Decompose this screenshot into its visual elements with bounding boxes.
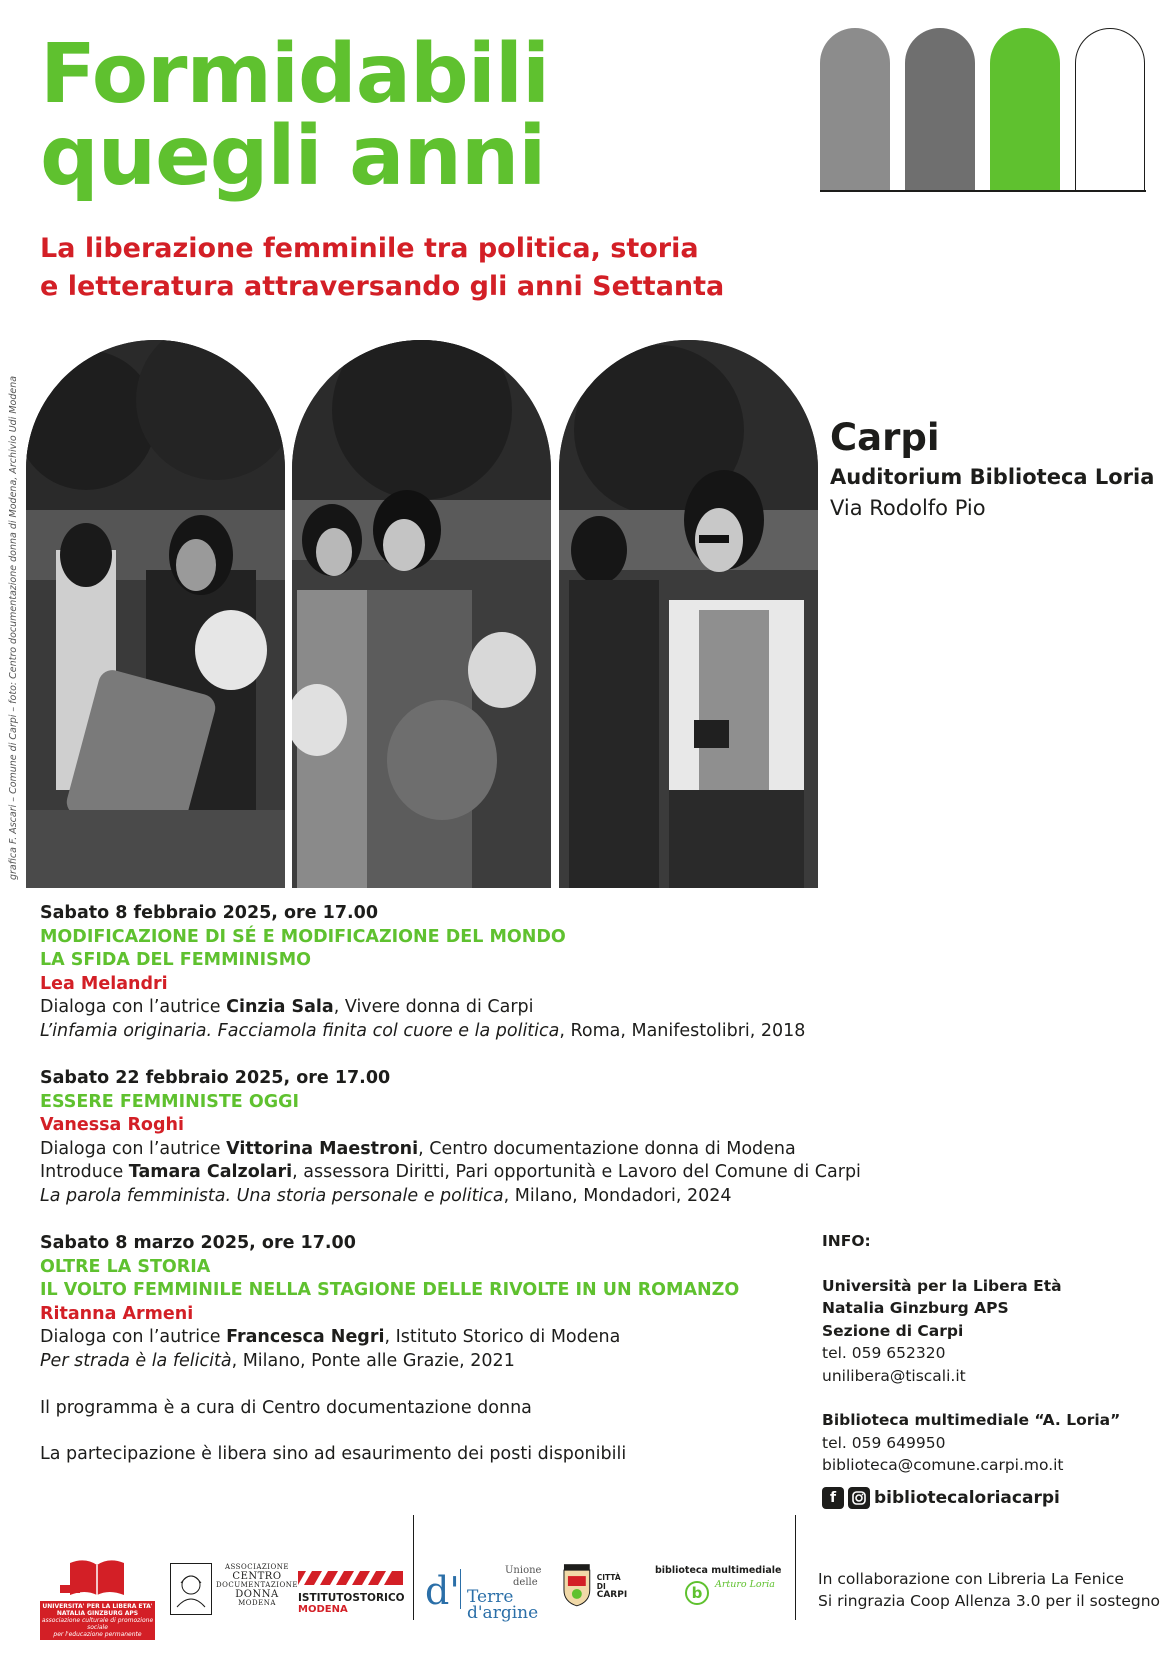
dialog-suffix: , Centro documentazione donna di Modena <box>418 1138 796 1159</box>
book-info: , Milano, Ponte alle Grazie, 2021 <box>231 1350 515 1371</box>
subtitle-line-1: La liberazione femminile tra politica, storia <box>40 233 699 264</box>
event-topic: IL VOLTO FEMMINILE NELLA STAGIONE DELLE RIVOLTE IN UN ROMANZO <box>40 1280 740 1300</box>
arch-outline <box>1075 28 1145 190</box>
collab-line1: In collaborazione con Libreria La Fenice <box>818 1570 1124 1588</box>
logo-terre-dargine <box>425 1565 545 1623</box>
dialog-prefix: Dialoga con l’autrice <box>40 1138 227 1159</box>
org1-line3: Sezione di Carpi <box>822 1321 964 1340</box>
venue-city: Carpi <box>830 416 940 459</box>
dialog-suffix: , Istituto Storico di Modena <box>384 1327 621 1347</box>
logo-citta-di-carpi <box>560 1560 632 1612</box>
biblio-b-icon: b <box>685 1581 709 1605</box>
org2-phone: tel. 059 649950 <box>822 1433 946 1452</box>
facebook-icon[interactable]: f <box>822 1487 844 1509</box>
book-title: La parola femminista. Una storia personale e politica <box>40 1185 504 1206</box>
footer-divider <box>413 1515 414 1620</box>
event-item <box>40 1067 861 1208</box>
woman-portrait-icon <box>170 1563 212 1615</box>
photo-panel-left <box>26 340 285 888</box>
biblio-line1: biblioteca multimediale <box>655 1565 782 1576</box>
event-book <box>40 1350 800 1374</box>
event-date: Sabato 8 febbraio 2025, ore 17.00 <box>40 903 379 923</box>
citta-line1: CITTÀ DI <box>596 1572 621 1591</box>
org1-phone: tel. 059 652320 <box>822 1344 946 1362</box>
ule-line4: per l'educazione permanente <box>53 1631 142 1638</box>
dialog-prefix: Dialoga con l’autrice <box>40 997 227 1017</box>
event-dialog <box>40 1138 800 1162</box>
ule-line1: UNIVERSITA' PER LA LIBERA ETA' <box>42 1603 153 1610</box>
dialog-prefix: Dialoga con l’autrice <box>40 1327 227 1347</box>
logo-biblioteca-loria <box>655 1565 785 1615</box>
intro-prefix: Introduce <box>40 1162 129 1182</box>
info-heading: INFO: <box>822 1232 871 1250</box>
cdd-line4: DONNA <box>235 1589 279 1600</box>
cdd-line5: MODENA <box>238 1599 276 1607</box>
istituto-line1: ISTITUTOSTORICO <box>298 1592 405 1604</box>
istituto-line2: MODENA <box>298 1604 348 1615</box>
event-topic: ESSERE FEMMINISTE OGGI <box>40 1091 299 1112</box>
poster-subtitle <box>40 230 724 306</box>
social-handle[interactable]: bibliotecaloriacarpi <box>874 1488 1060 1508</box>
event-book <box>40 1185 800 1209</box>
org1-line2: Natalia Ginzburg APS <box>822 1299 1009 1317</box>
collaboration-block <box>818 1568 1160 1612</box>
footer-divider <box>795 1515 796 1620</box>
cdd-line1: ASSOCIAZIONE <box>224 1563 289 1571</box>
ule-line2: NATALIA GINZBURG APS <box>56 1610 139 1617</box>
event-topic: LA SFIDA DEL FEMMINISMO <box>40 950 312 970</box>
intro-name: Tamara Calzolari <box>128 1162 293 1182</box>
event-item <box>40 1232 800 1373</box>
note-free-entry: La partecipazione è libera sino ad esaurimento dei posti disponibili <box>40 1443 627 1464</box>
social-row <box>822 1487 1060 1509</box>
event-speaker: Vanessa Roghi <box>40 1115 184 1135</box>
collab-line2: Si ringrazia Coop Allenza 3.0 per il sostegno <box>818 1592 1161 1610</box>
dialog-name: Vittorina Maestroni <box>226 1138 419 1159</box>
dialog-name: Cinzia Sala <box>226 997 334 1017</box>
book-title: Per strada è la felicità <box>40 1350 232 1371</box>
biblio-line2: Arturo Loria <box>715 1579 775 1590</box>
citta-line2: CARPI <box>596 1589 628 1600</box>
note-curated: Il programma è a cura di Centro documentazione donna <box>40 1398 532 1418</box>
org2-name: Biblioteca multimediale “A. Loria” <box>822 1411 1121 1429</box>
instagram-icon[interactable] <box>848 1487 870 1509</box>
venue-street: Via Rodolfo Pio <box>830 496 986 520</box>
cdd-line3: DOCUMENTAZIONE <box>216 1581 298 1589</box>
event-date: Sabato 8 marzo 2025, ore 17.00 <box>40 1233 356 1253</box>
dialog-suffix: , Vivere donna di Carpi <box>333 997 534 1017</box>
org2-email[interactable]: biblioteca@comune.carpi.mo.it <box>822 1456 1064 1474</box>
book-info: , Roma, Manifestolibri, 2018 <box>559 1020 806 1041</box>
event-item <box>40 902 806 1043</box>
book-logo-icon <box>40 1555 155 1597</box>
terre-line3: Terre <box>467 1587 514 1607</box>
event-date: Sabato 22 febbraio 2025, ore 17.00 <box>40 1068 391 1088</box>
book-title: L’infamia originaria. Facciamola finita col cuore e la politica <box>40 1020 560 1041</box>
photo-panel-center <box>292 340 551 888</box>
intro-suffix: , assessora Diritti, Pari opportunità e Lavoro del Comune di Carpi <box>292 1162 861 1182</box>
striped-band-icon <box>298 1571 403 1585</box>
arches-baseline <box>820 190 1146 192</box>
terre-d-icon: d' <box>425 1569 460 1613</box>
title-line-1: Formidabili <box>40 27 550 122</box>
event-topic: OLTRE LA STORIA <box>40 1256 211 1277</box>
terre-line1: Unione <box>505 1565 542 1576</box>
arch-green <box>990 28 1060 190</box>
logo-centro-documentazione-donna <box>170 1563 298 1615</box>
event-speaker: Lea Melandri <box>40 973 168 994</box>
arches-logo <box>820 28 1150 192</box>
terre-line2: delle <box>513 1577 538 1588</box>
event-dialog <box>40 1326 800 1350</box>
cdd-line2: CENTRO <box>232 1571 282 1582</box>
photo-panel-right <box>559 340 818 888</box>
logo-universita-libera-eta <box>40 1555 155 1638</box>
title-line-2: quegli anni <box>40 109 546 204</box>
arch-grey-light <box>820 28 890 190</box>
terre-line4: d'argine <box>467 1603 539 1623</box>
org1-email[interactable]: unilibera@tiscali.it <box>822 1366 966 1385</box>
photo-credit: grafica F. Ascari – Comune di Carpi – foto: Centro documentazione donna di Modena, Archivio Udi Modena <box>8 375 19 880</box>
org1-line1: Università per la Libera Età <box>822 1276 1062 1295</box>
venue-block <box>830 415 1154 523</box>
terre-divider <box>460 1569 461 1609</box>
poster-title <box>40 27 550 204</box>
logo-istituto-storico <box>298 1570 403 1615</box>
event-dialog <box>40 996 800 1020</box>
dialog-name: Francesca Negri <box>226 1327 385 1347</box>
book-info: , Milano, Mondadori, 2024 <box>503 1185 732 1206</box>
coat-of-arms-icon <box>560 1564 594 1608</box>
ule-line3: associazione culturale di promozione sociale <box>41 1617 154 1631</box>
venue-hall: Auditorium Biblioteca Loria <box>830 465 1155 489</box>
event-speaker: Ritanna Armeni <box>40 1303 194 1324</box>
subtitle-line-2: e letteratura attraversando gli anni Settanta <box>40 271 725 302</box>
event-book <box>40 1020 806 1044</box>
demonstration-photo <box>26 340 818 888</box>
event-topic: MODIFICAZIONE DI SÉ E MODIFICAZIONE DEL MONDO <box>40 926 566 947</box>
arch-grey-dark <box>905 28 975 190</box>
event-intro <box>40 1161 861 1185</box>
info-block <box>822 1230 1120 1477</box>
